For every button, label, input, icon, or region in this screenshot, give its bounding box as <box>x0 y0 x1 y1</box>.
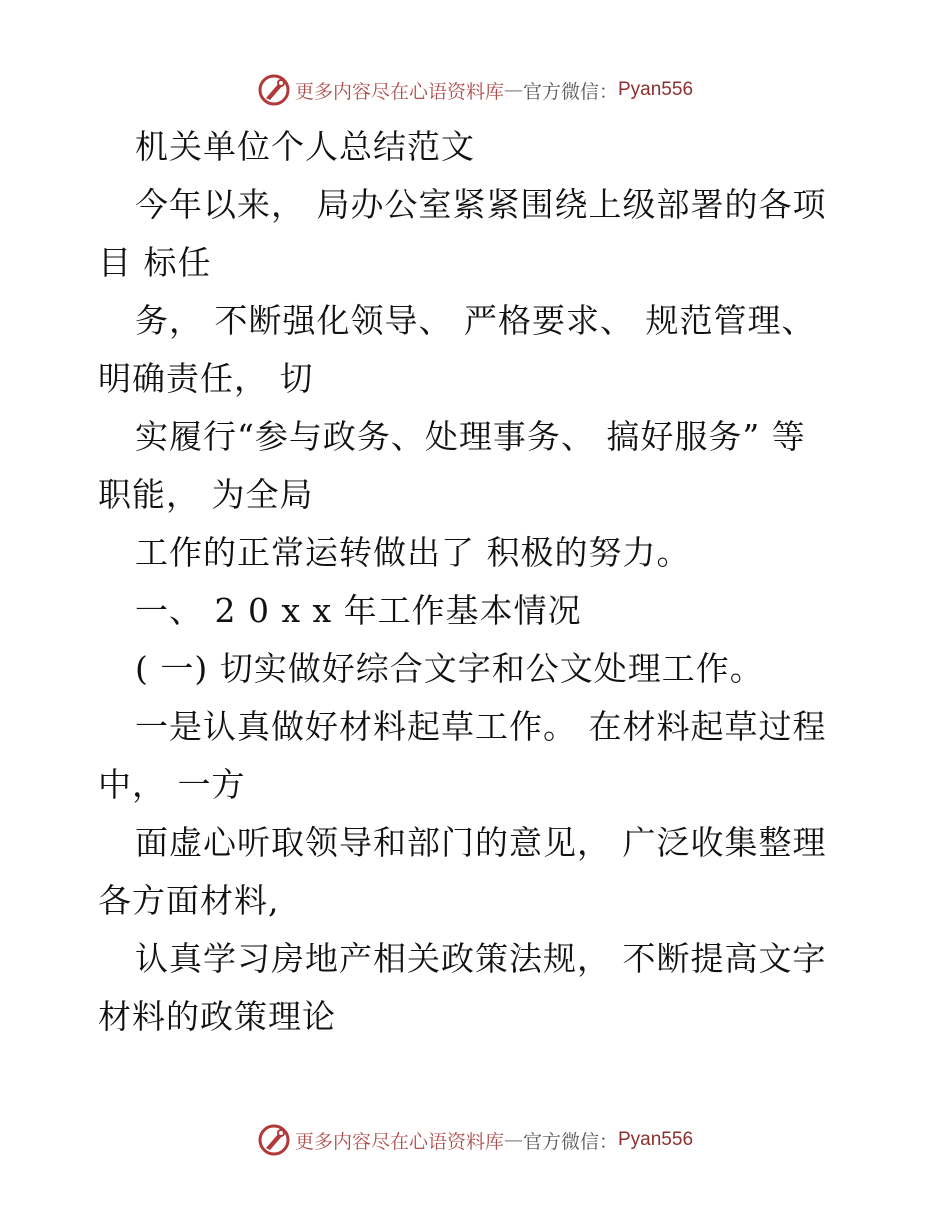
paragraph-line: 务， 不断强化领导、 严格要求、 规范管理、 <box>135 301 816 340</box>
banner-label: 官方微信： <box>522 1130 618 1153</box>
footer-watermark-banner <box>0 1120 950 1160</box>
paragraph-line: 明确责任， 切 <box>98 359 314 398</box>
paragraph-line: 目 标任 <box>98 243 212 282</box>
paragraph-line: 今年以来， 局办公室紧紧围绕上级部署的各项 <box>135 185 827 224</box>
paragraph-line: 工作的正常运转做出了 积极的努力。 <box>135 533 691 572</box>
paragraph-line: 中， 一方 <box>98 765 246 804</box>
paragraph-line: 各方面材料, <box>98 881 280 920</box>
paragraph-line: 材料的政策理论 <box>98 997 336 1036</box>
banner-dash: — <box>503 1129 523 1151</box>
paragraph-line: 实履行“参与政务、处理事务、 搞好服务” 等 <box>135 417 806 456</box>
banner-text: 更多内容尽在心语资料库 <box>294 1130 504 1153</box>
paragraph-line: 认真学习房地产相关政策法规， 不断提高文字 <box>135 939 827 978</box>
quill-logo-icon <box>257 73 291 107</box>
document-body <box>98 118 878 1046</box>
quill-logo-icon <box>257 1123 291 1157</box>
banner-label: 官方微信： <box>522 80 618 103</box>
banner-handle: Pyan556 <box>618 1129 694 1150</box>
banner-handle: Pyan556 <box>618 79 694 100</box>
banner-text: 更多内容尽在心语资料库 <box>294 80 504 103</box>
paragraph-line: 面虚心听取领导和部门的意见， 广泛收集整理 <box>135 823 827 862</box>
header-watermark-banner <box>0 70 950 110</box>
banner-dash: — <box>503 79 523 101</box>
subsection-heading: ( 一) 切实做好综合文字和公文处理工作。 <box>135 649 764 688</box>
document-title: 机关单位个人总结范文 <box>135 127 475 166</box>
paragraph-line: 职能， 为全局 <box>98 475 314 514</box>
section-heading: 一、 2 0 x x 年工作基本情况 <box>135 591 582 630</box>
paragraph-line: 一是认真做好材料起草工作。 在材料起草过程 <box>135 707 827 746</box>
